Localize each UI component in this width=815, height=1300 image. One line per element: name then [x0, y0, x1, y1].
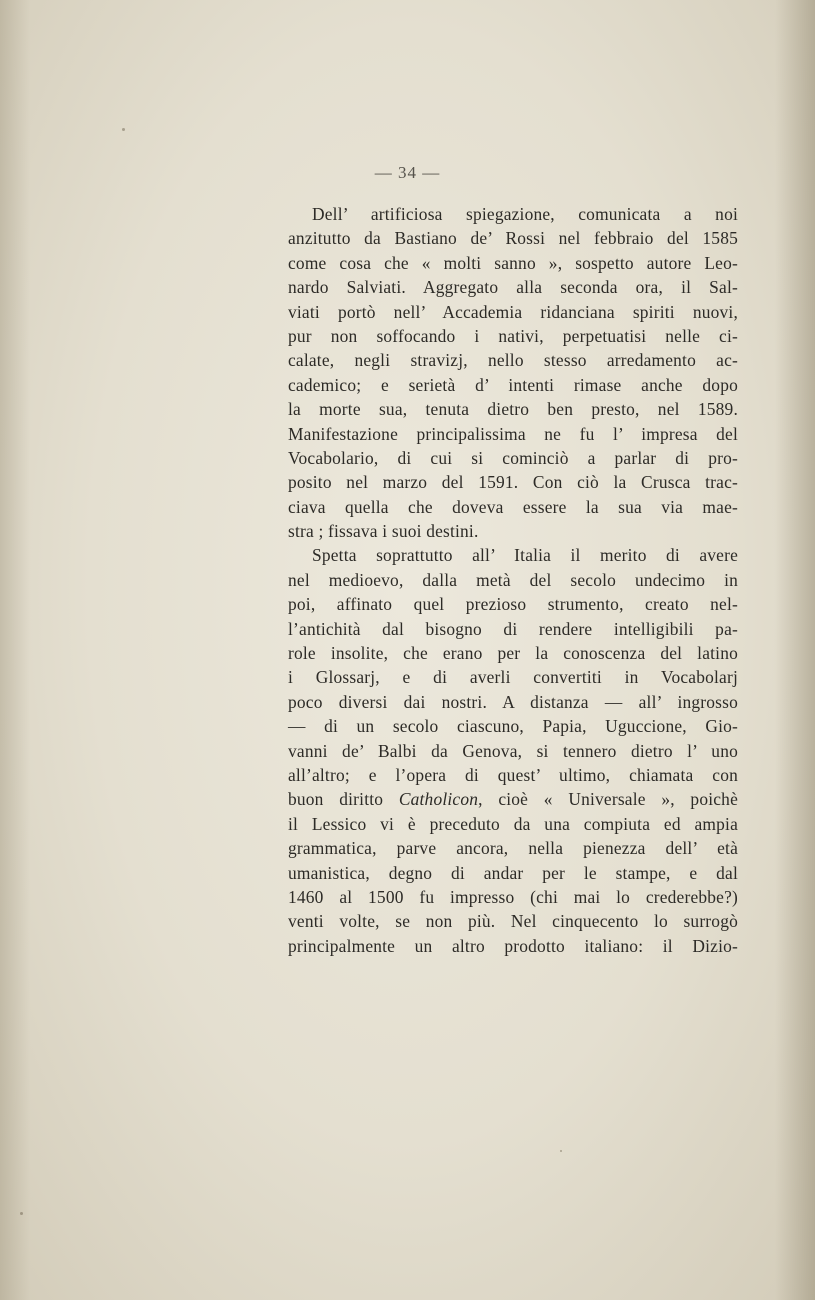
text-line: la morte sua, tenuta dietro ben presto, nel 1589. — [288, 399, 738, 420]
text-line: poco diversi dai nostri. A distanza — all’ ingrosso — [288, 691, 738, 712]
text-line: ciava quella che doveva essere la sua via mae- — [288, 496, 738, 517]
paper-speck — [560, 1150, 562, 1152]
text-line: — di un secolo ciascuno, Papia, Uguccione, Gio- — [288, 716, 738, 737]
text-line: viati portò nell’ Accademia ridanciana spiriti nuovi, — [288, 301, 738, 322]
paper-speck — [20, 1212, 23, 1215]
text-line: vanni de’ Balbi da Genova, si tennero dietro l’ uno — [288, 740, 738, 761]
text-line: all’altro; e l’opera di quest’ ultimo, chiamata con — [288, 764, 738, 785]
text-line: Vocabolario, di cui si cominciò a parlar di pro- — [288, 447, 738, 468]
text-line: grammatica, parve ancora, nella pienezza dell’ età — [288, 838, 738, 859]
text-line: cademico; e serietà d’ intenti rimase anche dopo — [288, 374, 738, 395]
text-line: role insolite, che erano per la conoscenza del latino — [288, 643, 738, 664]
text-line: buon diritto Catholicon, cioè « Universale », poichè — [288, 789, 738, 810]
text-line: nel medioevo, dalla metà del secolo undecimo in — [288, 569, 738, 590]
text-line: calate, negli stravizj, nello stesso arredamento ac- — [288, 350, 738, 371]
text-line: umanistica, degno di andar per le stampe, e dal — [288, 862, 738, 883]
text-line: anzitutto da Bastiano de’ Rossi nel febbraio del 1585 — [288, 228, 738, 249]
text-line: i Glossarj, e di averli convertiti in Vocabolarj — [288, 667, 738, 688]
text-line: stra ; fissava i suoi destini. — [288, 521, 479, 542]
text-line: Dell’ artificiosa spiegazione, comunicata a noi — [312, 204, 738, 224]
text-line: nardo Salviati. Aggregato alla seconda ora, il Sal- — [288, 277, 738, 298]
italic-title: Catholicon — [398, 789, 479, 810]
body-text — [288, 202, 738, 958]
text-line: Manifestazione principalissima ne fu l’ impresa del — [288, 423, 738, 444]
text-line: pur non soffocando i nativi, perpetuatisi nelle ci- — [288, 325, 738, 346]
text-line: l’antichità dal bisogno di rendere intelligibili pa- — [288, 618, 738, 639]
text-line: come cosa che « molti sanno », sospetto autore Leo- — [288, 252, 738, 273]
paper-speck — [122, 128, 125, 131]
page-number: — 34 — — [374, 163, 441, 182]
text-line: 1460 al 1500 fu impresso (chi mai lo crederebbe?) — [288, 886, 738, 907]
text-line: posito nel marzo del 1591. Con ciò la Crusca trac- — [288, 472, 738, 493]
text-line: poi, affinato quel prezioso strumento, creato nel- — [288, 594, 738, 615]
text-line: Spetta soprattutto all’ Italia il merito di avere — [312, 545, 738, 566]
text-line: il Lessico vi è preceduto da una compiuta ed ampia — [288, 813, 738, 834]
text-line: principalmente un altro prodotto italiano: il Dizio- — [288, 935, 738, 956]
text-line: venti volte, se non più. Nel cinquecento lo surrogò — [288, 911, 738, 932]
